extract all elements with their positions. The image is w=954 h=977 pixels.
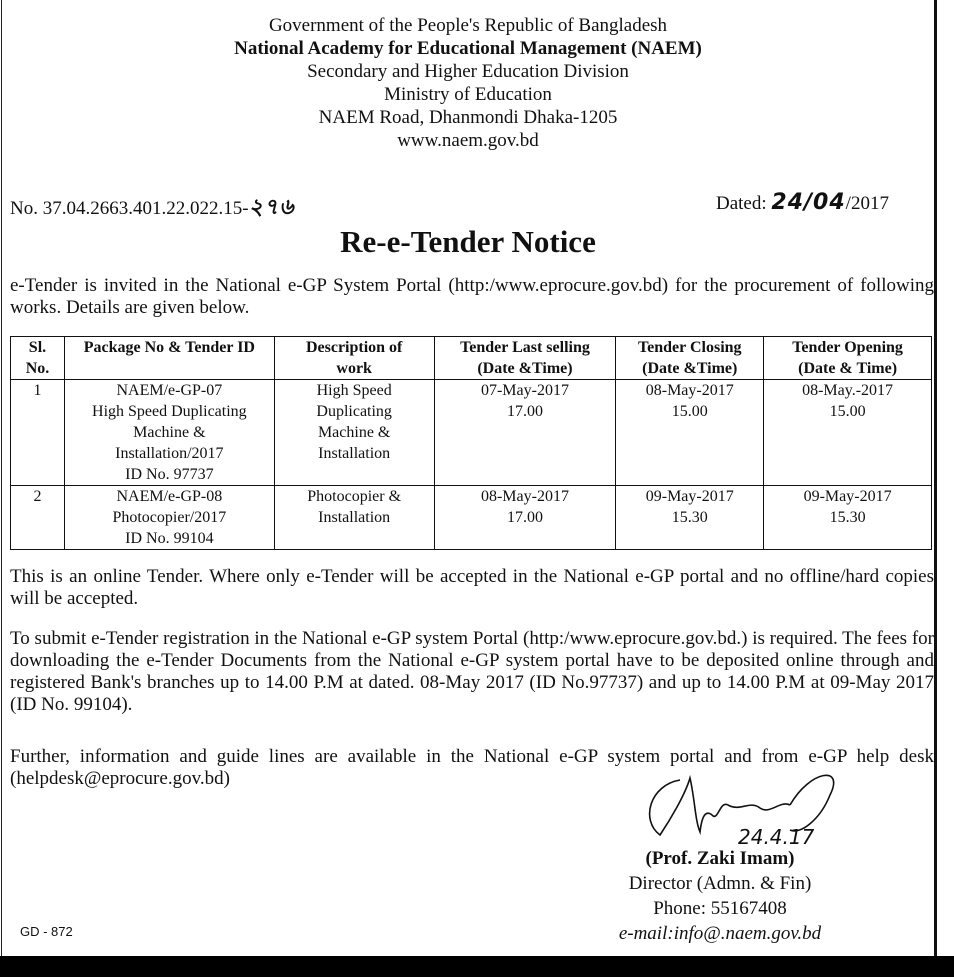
table-row [11, 486, 932, 550]
cell-package: NAEM/e-GP-08 Photocopier/2017 ID No. 99104 [64, 486, 274, 550]
header-last-selling: Tender Last selling (Date &Time) [434, 337, 616, 380]
intro-paragraph: e-Tender is invited in the National e-GP System Portal (http:/www.eprocure.gov.bd) for the procurement of following works. Details are given below. [10, 275, 934, 318]
signature-flourish [790, 775, 834, 831]
cell-closing: 08-May-2017 15.00 [616, 380, 764, 486]
cell-sl: 2 [11, 486, 65, 550]
cell-description: High Speed Duplicating Machine & Installation [274, 380, 434, 486]
header-description: Description of work [274, 337, 434, 380]
cell-last-selling: 07-May-2017 17.00 [434, 380, 616, 486]
cell-last-selling: 08-May-2017 17.00 [434, 486, 616, 550]
academy-name: National Academy for Educational Management (NAEM) [234, 38, 702, 59]
date-year: /2017 [845, 193, 889, 214]
header-closing: Tender Closing (Date &Time) [616, 337, 764, 380]
reference-number [10, 190, 294, 227]
reference-number-handwritten: ২৭৬ [248, 195, 295, 220]
division-line: Secondary and Higher Education Division [307, 61, 629, 82]
signatory-phone: Phone: 55167408 [653, 898, 787, 919]
reference-number-prefix: No. 37.04.2663.401.22.022.15- [10, 198, 249, 219]
header-opening: Tender Opening (Date & Time) [764, 337, 932, 380]
letterhead [0, 14, 936, 152]
signatory-block [580, 846, 860, 946]
cell-package: NAEM/e-GP-07 High Speed Duplicating Machine & Installation/2017 ID No. 97737 [64, 380, 274, 486]
signatory-name: (Prof. Zaki Imam) [645, 848, 795, 869]
bottom-black-bar [0, 956, 954, 977]
date-handwritten: 24/04 [771, 190, 846, 215]
cell-closing: 09-May-2017 15.30 [616, 486, 764, 550]
table-header-row [11, 337, 932, 380]
gd-code: GD - 872 [20, 924, 73, 939]
header-package: Package No & Tender ID [64, 337, 274, 380]
signature-date: 24.4.17 [738, 825, 815, 849]
cell-opening: 08-May.-2017 15.00 [764, 380, 932, 486]
signatory-email: e-mail:info@.naem.gov.bd [618, 923, 822, 944]
signatory-designation: Director (Admn. & Fin) [628, 873, 812, 894]
reference-date [716, 190, 889, 215]
website-line: www.naem.gov.bd [397, 130, 539, 151]
online-tender-paragraph: This is an online Tender. Where only e-Tender will be accepted in the National e-GP portal and no offline/hard copies will be accepted. [10, 566, 934, 609]
cell-sl: 1 [11, 380, 65, 486]
registration-paragraph: To submit e-Tender registration in the National e-GP system Portal (http:/www.eprocure.gov.bd.) is required. The fees for downloading the e-Tender Documents from the National e-GP system portal have to be deposited online through and registered Bank's branches up to 14.00 P.M at dated. 08-May 2017 (ID No.97737) and up to 14.00 P.M at 09-May 2017 (ID No. 99104). [10, 628, 934, 715]
header-sl: Sl. No. [11, 337, 65, 380]
government-line: Government of the People's Republic of Bangladesh [268, 15, 668, 36]
notice-title: Re-e-Tender Notice [340, 224, 596, 259]
table-row [11, 380, 932, 486]
cell-opening: 09-May-2017 15.30 [764, 486, 932, 550]
helpdesk-paragraph: Further, information and guide lines are available in the National e-GP system portal and from e-GP help desk (helpdesk@eprocure.gov.bd) [10, 746, 934, 789]
date-label: Dated: [716, 193, 767, 214]
ministry-line: Ministry of Education [384, 84, 552, 105]
cell-description: Photocopier & Installation [274, 486, 434, 550]
address-line: NAEM Road, Dhanmondi Dhaka-1205 [318, 107, 618, 128]
tender-table [10, 336, 932, 550]
